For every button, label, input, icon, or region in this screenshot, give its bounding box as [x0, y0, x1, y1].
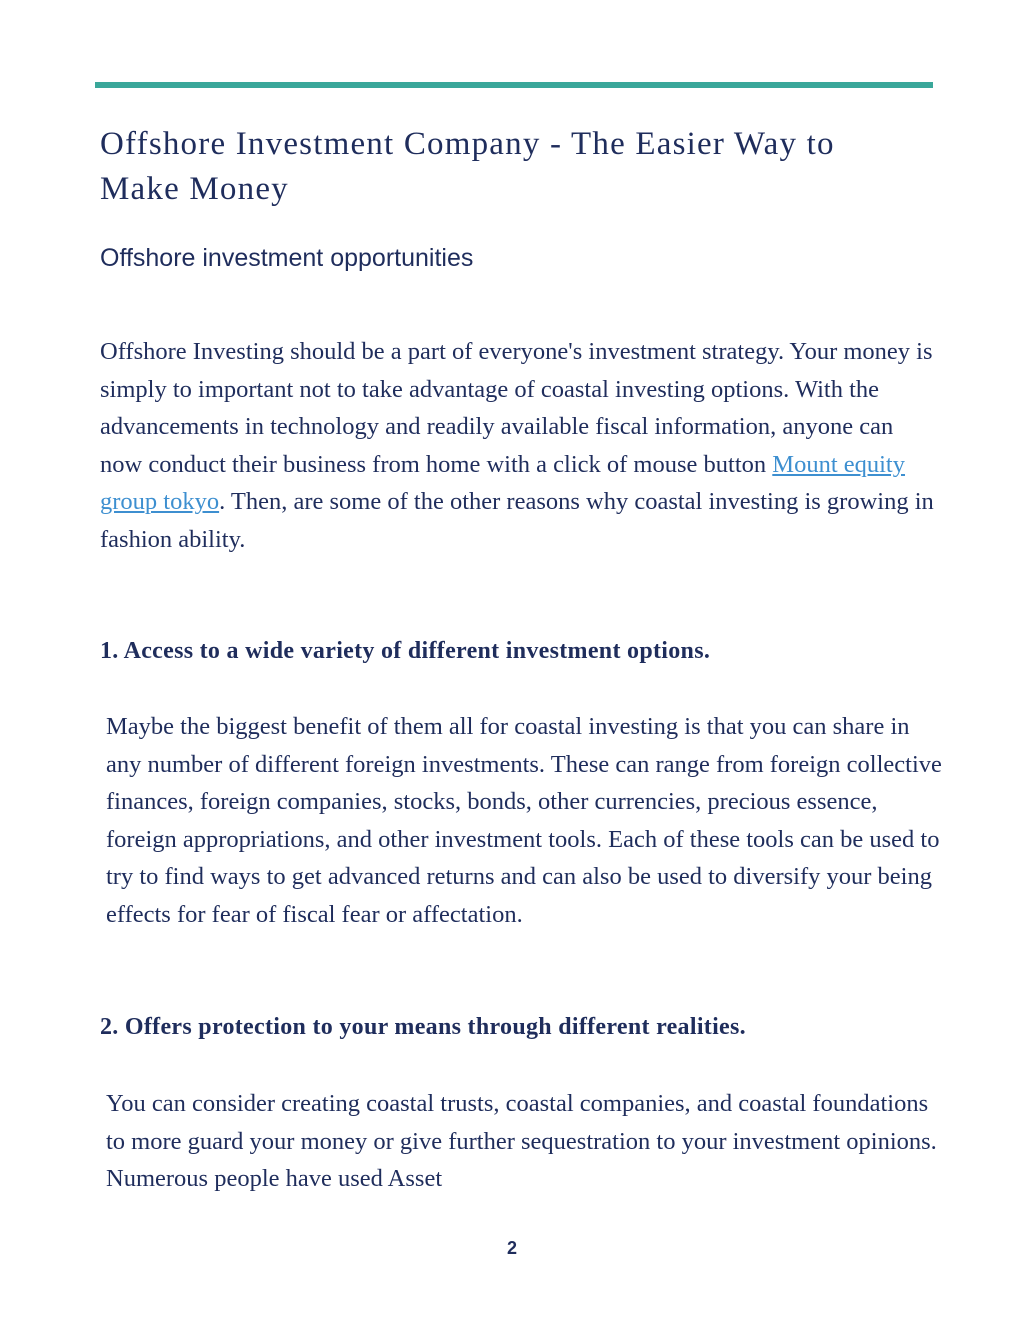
- top-accent-rule: [95, 82, 933, 88]
- page-title: [100, 122, 930, 212]
- page-subtitle: Offshore investment opportunities: [100, 244, 474, 272]
- section-2-body: You can consider creating coastal trusts, coastal companies, and coastal foundations to more guard your money or give further sequestration to your investment opinions. Numerous people have used Asset: [106, 1090, 937, 1193]
- intro-paragraph: [100, 333, 940, 559]
- section-1-body: Maybe the biggest benefit of them all for coastal investing is that you can share in any number of different foreign investments. These can range from foreign collective finances, foreign companies, stocks, bonds, other currencies, precious essence, foreign appropriations, and other investment tools. Each of these tools can be used to try to find ways to get advanced returns and can also be used to diversify your being effects for fear of fiscal fear or affectation.: [106, 713, 942, 928]
- title-line-2: Make Money: [100, 171, 289, 207]
- section-2-heading: 2. Offers protection to your means through different realities.: [100, 1014, 746, 1040]
- section-1-heading: 1. Access to a wide variety of different investment options.: [100, 638, 711, 664]
- intro-text-after-link: . Then, are some of the other reasons why coastal investing is growing in fashion ability.: [100, 488, 934, 553]
- page-number: 2: [506, 1238, 517, 1258]
- intro-text-before-link: Offshore Investing should be a part of everyone's investment strategy. Your money is simply to important not to take advantage of coastal investing options. With the advancements in technology and readily available fiscal information, anyone can now conduct their business from home with a click of mouse button: [100, 338, 933, 478]
- mount-equity-link[interactable]: Mount equity group tokyo: [100, 450, 905, 516]
- title-line-1: Offshore Investment Company - The Easier Way to: [100, 126, 835, 162]
